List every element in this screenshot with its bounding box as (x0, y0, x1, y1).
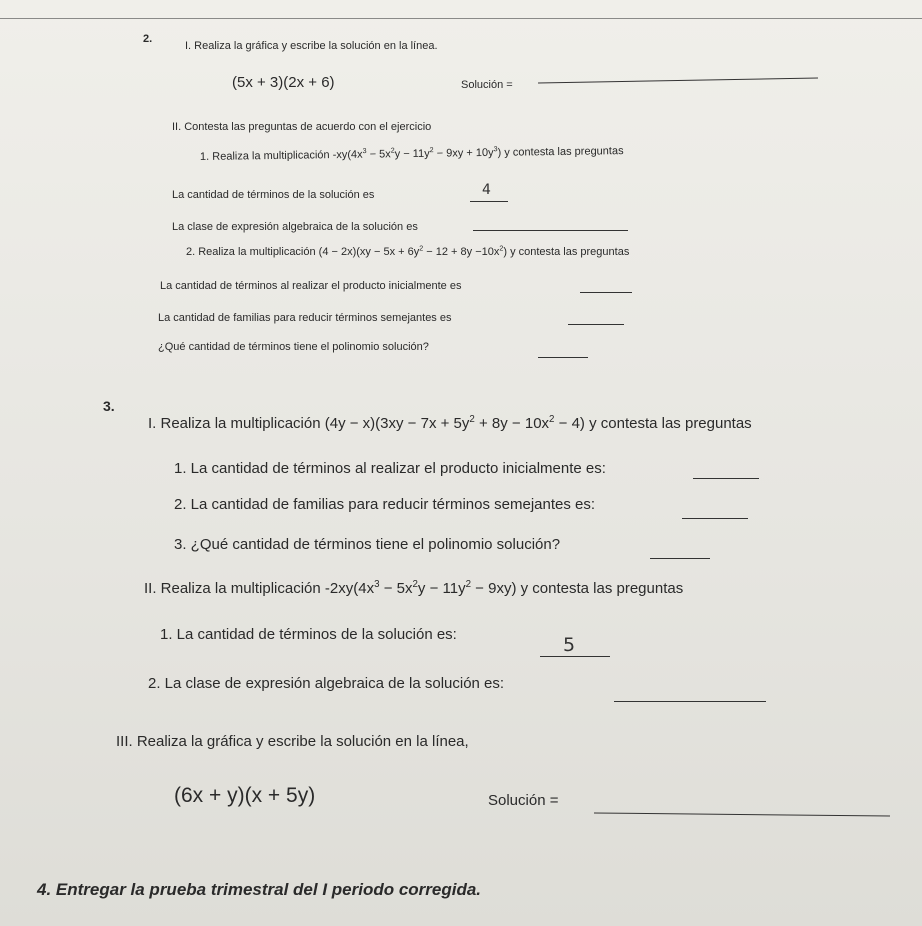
sec3-iii-solution-blank[interactable] (594, 812, 890, 816)
sec3-i-q2-text: 2. La cantidad de familias para reducir términos semejantes es: (174, 496, 596, 513)
sec3-ii-statement: II. Realiza la multiplicación $-2xy(4x^3 - 5x^2y - 11y^2 - 9xy)$ y contesta las preguntas (144, 579, 684, 597)
sec3-i-prefix: I. Realiza la multiplicación (4y − x)(3xy − 7x + 5y (148, 415, 470, 432)
sec2-instruction-i: I. Realiza la gráfica y escribe la solución en la línea. (185, 40, 438, 52)
sec2-q2-b-blank[interactable] (568, 324, 624, 325)
sec3-iii-expression: (6x + y)(x + 5y) (174, 784, 316, 807)
sec2-solution-label: Solución = (461, 79, 513, 91)
sec3-i-q2-blank[interactable] (682, 518, 748, 519)
sec3-ii-rest: y contesta las preguntas (516, 580, 684, 597)
sec4-note: 4. Entregar la prueba trimestral del I periodo corregida. (37, 880, 482, 899)
sec3-ii-q2-text: 2. La clase de expresión algebraica de la solución es: (148, 675, 505, 692)
sec3-ii-q1-text: 1. La cantidad de términos de la solución es: (160, 626, 457, 643)
section-2-number: 2. (143, 33, 153, 45)
sec2-q1-statement: 1. Realiza la multiplicación $-xy(4x^3 - 5x^2y - 11y^2 - 9xy + 10y^3)$ y contesta las preguntas (199, 145, 624, 163)
sec2-q1-prefix: 1. Realiza la multiplicación -xy(4x (199, 148, 363, 163)
sec3-iii-instruction: III. Realiza la gráfica y escribe la solución en la línea, (116, 733, 469, 750)
sec2-q2-prefix: 2. Realiza la multiplicación (4 − 2x)(xy − 5x + 6y (186, 246, 420, 258)
sec2-q1-b-blank[interactable] (473, 230, 628, 231)
sec3-ii-q1-blank[interactable] (540, 656, 610, 657)
section-3-number: 3. (103, 398, 115, 414)
sec2-q1-a-answer: 4 (482, 182, 491, 198)
sec2-q1-rest: y contesta las preguntas (501, 145, 624, 159)
sec2-q2-rest: y contesta las preguntas (507, 246, 630, 258)
sec3-ii-q2-blank[interactable] (614, 701, 766, 702)
sec3-ii-prefix: II. Realiza la multiplicación -2xy(4x (144, 580, 375, 597)
sec2-q1-a-blank[interactable] (470, 201, 508, 202)
sec2-q2-b-text: La cantidad de familias para reducir términos semejantes es (158, 312, 452, 324)
sec2-q2-c-text: ¿Qué cantidad de términos tiene el polinomio solución? (158, 341, 429, 353)
sec3-i-q3-text: 3. ¿Qué cantidad de términos tiene el polinomio solución? (174, 536, 561, 553)
top-border-line (0, 18, 922, 19)
sec2-q1-a-text: La cantidad de términos de la solución es (172, 189, 375, 201)
sec3-ii-q1-answer: 5 (563, 634, 576, 656)
sec2-solution-blank[interactable] (538, 78, 818, 84)
sec2-q2-statement: 2. Realiza la multiplicación $(4 - 2x)(xy - 5x + 6y^2 - 12 + 8y -10x^2)$ y contesta las preguntas (186, 244, 630, 258)
sec3-i-rest: y contesta las preguntas (584, 415, 752, 432)
sec2-expression: (5x + 3)(2x + 6) (232, 74, 335, 91)
sec3-i-q3-blank[interactable] (650, 558, 710, 559)
sec3-i-statement: I. Realiza la multiplicación $(4y - x)(3xy - 7x + 5y^2 + 8y - 10x^2 - 4)$ y contesta las preguntas (148, 414, 752, 432)
sec3-iii-solution-label: Solución = (488, 792, 559, 809)
sec2-q1-b-text: La clase de expresión algebraica de la solución es (172, 221, 418, 233)
sec2-instruction-ii: II. Contesta las preguntas de acuerdo con el ejercicio (172, 121, 432, 133)
sec2-q2-c-blank[interactable] (538, 357, 588, 358)
sec2-q2-a-blank[interactable] (580, 292, 632, 293)
sec3-i-q1-blank[interactable] (693, 478, 759, 479)
sec3-i-q1-text: 1. La cantidad de términos al realizar el producto inicialmente es: (174, 460, 606, 477)
sec2-q2-a-text: La cantidad de términos al realizar el producto inicialmente es (160, 280, 462, 292)
